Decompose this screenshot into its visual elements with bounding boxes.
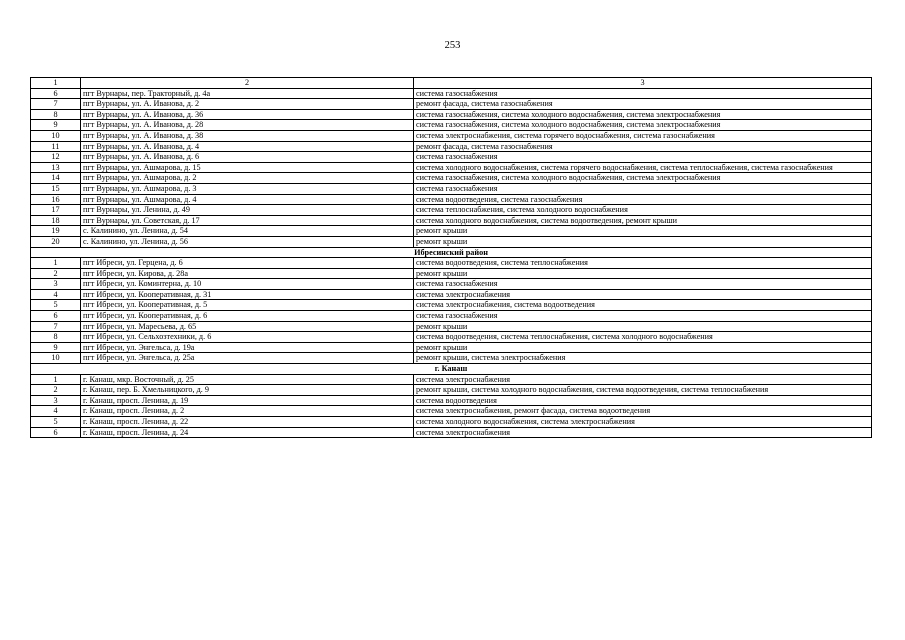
section-title: Ибресинский район bbox=[31, 247, 872, 258]
table-row bbox=[31, 342, 872, 353]
work-type-cell: ремонт крыши, система холодного водоснабжения, система водоотведения, система теплоснабжения bbox=[414, 385, 872, 396]
page-number: 253 bbox=[444, 40, 461, 51]
table-row bbox=[31, 268, 872, 279]
table-row bbox=[31, 279, 872, 290]
work-type-cell: система водоотведения bbox=[414, 395, 872, 406]
table-row bbox=[31, 321, 872, 332]
address-cell: пгт Вурнары, ул. А. Иванова, д. 6 bbox=[81, 152, 414, 163]
row-number-cell: 12 bbox=[31, 152, 81, 163]
table-row bbox=[31, 289, 872, 300]
table-row bbox=[31, 141, 872, 152]
table-row bbox=[31, 236, 872, 247]
table-row bbox=[31, 226, 872, 237]
table-row bbox=[31, 88, 872, 99]
address-cell: пгт Вурнары, ул. Советская, д. 17 bbox=[81, 215, 414, 226]
row-number-cell: 8 bbox=[31, 109, 81, 120]
work-type-cell: система газоснабжения bbox=[414, 311, 872, 322]
table-row bbox=[31, 215, 872, 226]
row-number-cell: 5 bbox=[31, 300, 81, 311]
row-number-cell: 3 bbox=[31, 279, 81, 290]
work-type-cell: ремонт крыши bbox=[414, 268, 872, 279]
row-number-cell: 4 bbox=[31, 289, 81, 300]
row-number-cell: 16 bbox=[31, 194, 81, 205]
work-type-cell: система холодного водоснабжения, система электроснабжения bbox=[414, 417, 872, 428]
row-number-cell: 9 bbox=[31, 120, 81, 131]
work-type-cell: система электроснабжения bbox=[414, 289, 872, 300]
address-cell: пгт Ибреси, ул. Герцена, д. 6 bbox=[81, 258, 414, 269]
row-number-cell: 13 bbox=[31, 162, 81, 173]
table-row bbox=[31, 120, 872, 131]
work-type-cell: система газоснабжения, система холодного водоснабжения, система электроснабжения bbox=[414, 109, 872, 120]
row-number-cell: 2 bbox=[31, 385, 81, 396]
table-row bbox=[31, 162, 872, 173]
address-cell: пгт Вурнары, ул. А. Иванова, д. 4 bbox=[81, 141, 414, 152]
row-number-cell: 6 bbox=[31, 427, 81, 438]
table-row bbox=[31, 385, 872, 396]
work-type-cell: ремонт крыши bbox=[414, 321, 872, 332]
table-row bbox=[31, 406, 872, 417]
work-type-cell: ремонт фасада, система газоснабжения bbox=[414, 141, 872, 152]
table-row bbox=[31, 205, 872, 216]
column-number-2: 2 bbox=[81, 78, 414, 89]
work-type-cell: система газоснабжения, система холодного водоснабжения, система электроснабжения bbox=[414, 120, 872, 131]
address-cell: пгт Вурнары, ул. Ашмарова, д. 2 bbox=[81, 173, 414, 184]
row-number-cell: 3 bbox=[31, 395, 81, 406]
address-cell: пгт Ибреси, ул. Кооперативная, д. 5 bbox=[81, 300, 414, 311]
address-cell: пгт Ибреси, ул. Энгельса, д. 19а bbox=[81, 342, 414, 353]
table-row bbox=[31, 332, 872, 343]
table-row bbox=[31, 99, 872, 110]
row-number-cell: 10 bbox=[31, 353, 81, 364]
work-type-cell: система водоотведения, система газоснабжения bbox=[414, 194, 872, 205]
work-type-cell: система холодного водоснабжения, система водоотведения, ремонт крыши bbox=[414, 215, 872, 226]
address-cell: пгт Ибреси, ул. Сельхозтехники, д. 6 bbox=[81, 332, 414, 343]
table-row bbox=[31, 311, 872, 322]
table-row bbox=[31, 130, 872, 141]
table-row bbox=[31, 183, 872, 194]
work-type-cell: система водоотведения, система теплоснабжения, система холодного водоснабжения bbox=[414, 332, 872, 343]
work-type-cell: ремонт крыши bbox=[414, 226, 872, 237]
row-number-cell: 9 bbox=[31, 342, 81, 353]
row-number-cell: 5 bbox=[31, 417, 81, 428]
register-table-body bbox=[31, 78, 872, 438]
table-row bbox=[31, 427, 872, 438]
address-cell: пгт Ибреси, ул. Энгельса, д. 25а bbox=[81, 353, 414, 364]
address-cell: пгт Вурнары, ул. Ашмарова, д. 4 bbox=[81, 194, 414, 205]
address-cell: пгт Вурнары, ул. Ашмарова, д. 15 bbox=[81, 162, 414, 173]
row-number-cell: 17 bbox=[31, 205, 81, 216]
address-cell: пгт Ибреси, ул. Маресьева, д. 65 bbox=[81, 321, 414, 332]
section-title: г. Канаш bbox=[31, 364, 872, 375]
row-number-cell: 6 bbox=[31, 311, 81, 322]
row-number-cell: 7 bbox=[31, 99, 81, 110]
table-row bbox=[31, 374, 872, 385]
column-number-1: 1 bbox=[31, 78, 81, 89]
address-cell: г. Канаш, пер. Б. Хмельницкого, д. 9 bbox=[81, 385, 414, 396]
address-cell: пгт Вурнары, ул. А. Иванова, д. 38 bbox=[81, 130, 414, 141]
address-cell: пгт Вурнары, ул. А. Иванова, д. 28 bbox=[81, 120, 414, 131]
table-row bbox=[31, 417, 872, 428]
section-header-row bbox=[31, 364, 872, 375]
column-numbers-row bbox=[31, 78, 872, 89]
work-type-cell: ремонт фасада, система газоснабжения bbox=[414, 99, 872, 110]
work-type-cell: система теплоснабжения, система холодного водоснабжения bbox=[414, 205, 872, 216]
section-header-row bbox=[31, 247, 872, 258]
table-row bbox=[31, 258, 872, 269]
address-cell: г. Канаш, просп. Ленина, д. 2 bbox=[81, 406, 414, 417]
row-number-cell: 7 bbox=[31, 321, 81, 332]
address-cell: пгт Вурнары, пер. Тракторный, д. 4а bbox=[81, 88, 414, 99]
address-cell: пгт Ибреси, ул. Кооперативная, д. 6 bbox=[81, 311, 414, 322]
work-type-cell: система газоснабжения bbox=[414, 279, 872, 290]
work-type-cell: система электроснабжения bbox=[414, 374, 872, 385]
address-cell: пгт Ибреси, ул. Кирова, д. 28а bbox=[81, 268, 414, 279]
work-type-cell: система электроснабжения bbox=[414, 427, 872, 438]
row-number-cell: 4 bbox=[31, 406, 81, 417]
row-number-cell: 1 bbox=[31, 374, 81, 385]
table-row bbox=[31, 353, 872, 364]
table-row bbox=[31, 109, 872, 120]
address-cell: с. Калинино, ул. Ленина, д. 54 bbox=[81, 226, 414, 237]
work-type-cell: ремонт крыши, система электроснабжения bbox=[414, 353, 872, 364]
table-row bbox=[31, 194, 872, 205]
work-type-cell: система газоснабжения bbox=[414, 88, 872, 99]
row-number-cell: 19 bbox=[31, 226, 81, 237]
address-cell: г. Канаш, мкр. Восточный, д. 25 bbox=[81, 374, 414, 385]
address-cell: г. Канаш, просп. Ленина, д. 24 bbox=[81, 427, 414, 438]
work-type-cell: система холодного водоснабжения, система горячего водоснабжения, система теплоснабжения, система газоснабжения bbox=[414, 162, 872, 173]
work-type-cell: система электроснабжения, система водоотведения bbox=[414, 300, 872, 311]
work-type-cell: система электроснабжения, ремонт фасада, система водоотведения bbox=[414, 406, 872, 417]
address-cell: пгт Вурнары, ул. Ленина, д. 49 bbox=[81, 205, 414, 216]
register-table bbox=[30, 77, 872, 438]
address-cell: с. Калинино, ул. Ленина, д. 56 bbox=[81, 236, 414, 247]
address-cell: пгт Вурнары, ул. А. Иванова, д. 36 bbox=[81, 109, 414, 120]
work-type-cell: ремонт крыши bbox=[414, 342, 872, 353]
row-number-cell: 11 bbox=[31, 141, 81, 152]
table-row bbox=[31, 173, 872, 184]
address-cell: пгт Вурнары, ул. А. Иванова, д. 2 bbox=[81, 99, 414, 110]
table-row bbox=[31, 395, 872, 406]
work-type-cell: система водоотведения, система теплоснабжения bbox=[414, 258, 872, 269]
address-cell: г. Канаш, просп. Ленина, д. 22 bbox=[81, 417, 414, 428]
table-row bbox=[31, 300, 872, 311]
row-number-cell: 2 bbox=[31, 268, 81, 279]
row-number-cell: 6 bbox=[31, 88, 81, 99]
row-number-cell: 15 bbox=[31, 183, 81, 194]
row-number-cell: 1 bbox=[31, 258, 81, 269]
address-cell: пгт Ибреси, ул. Коминтерна, д. 10 bbox=[81, 279, 414, 290]
work-type-cell: система электроснабжения, система горячего водоснабжения, система газоснабжения bbox=[414, 130, 872, 141]
row-number-cell: 20 bbox=[31, 236, 81, 247]
row-number-cell: 18 bbox=[31, 215, 81, 226]
work-type-cell: система газоснабжения, система холодного водоснабжения, система электроснабжения bbox=[414, 173, 872, 184]
row-number-cell: 14 bbox=[31, 173, 81, 184]
address-cell: пгт Вурнары, ул. Ашмарова, д. 3 bbox=[81, 183, 414, 194]
address-cell: г. Канаш, просп. Ленина, д. 19 bbox=[81, 395, 414, 406]
work-type-cell: ремонт крыши bbox=[414, 236, 872, 247]
work-type-cell: система газоснабжения bbox=[414, 152, 872, 163]
row-number-cell: 10 bbox=[31, 130, 81, 141]
column-number-3: 3 bbox=[414, 78, 872, 89]
address-cell: пгт Ибреси, ул. Кооперативная, д. 31 bbox=[81, 289, 414, 300]
work-type-cell: система газоснабжения bbox=[414, 183, 872, 194]
table-row bbox=[31, 152, 872, 163]
row-number-cell: 8 bbox=[31, 332, 81, 343]
